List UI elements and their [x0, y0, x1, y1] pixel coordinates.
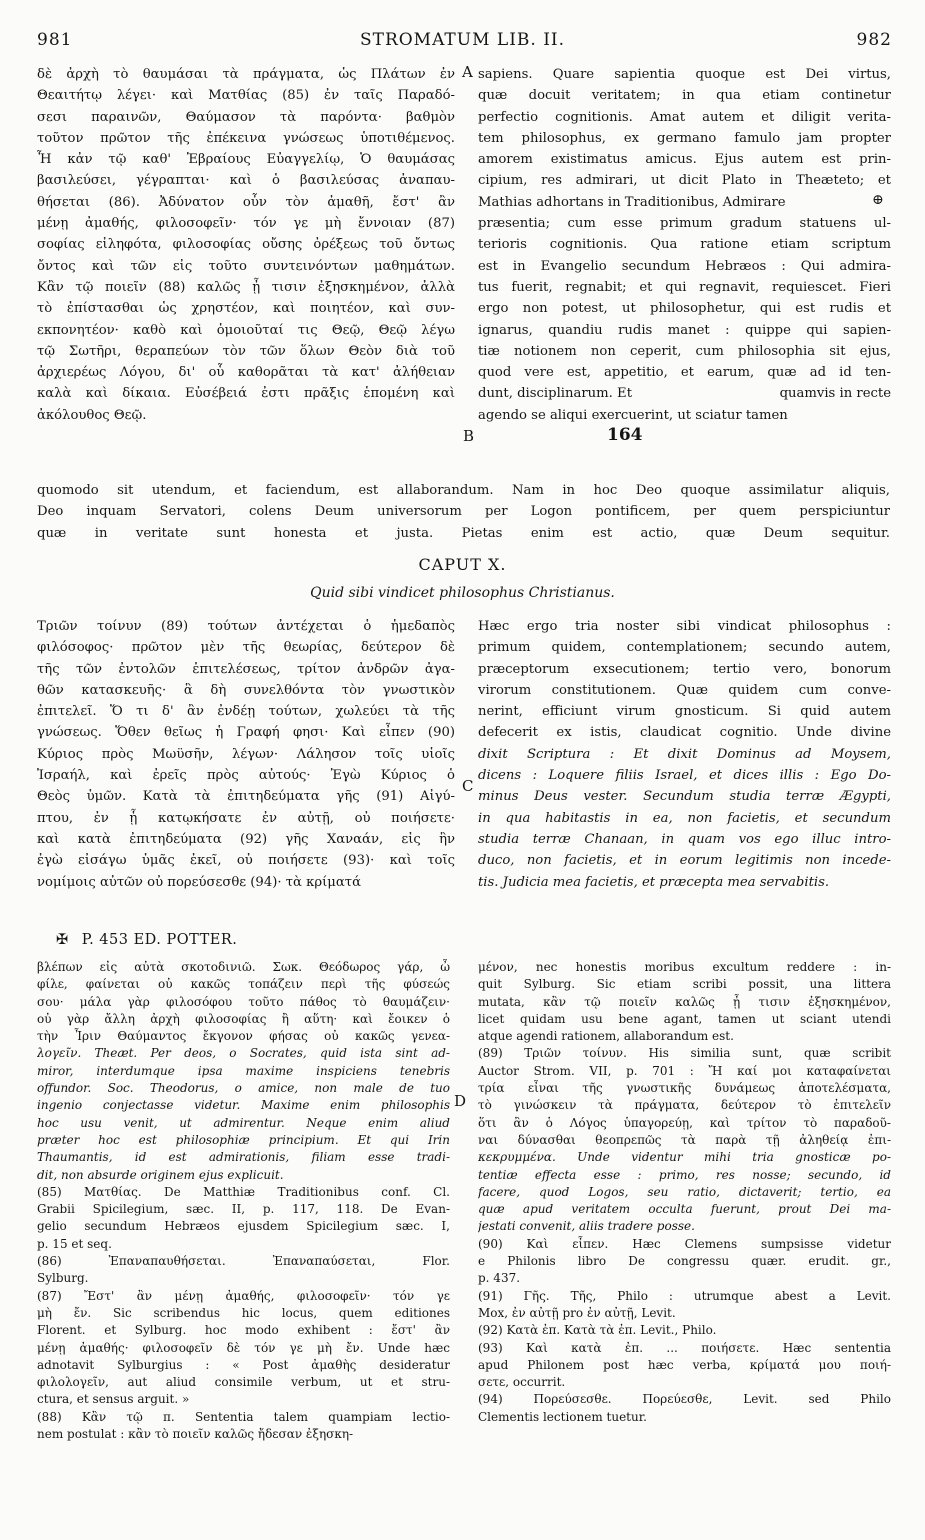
note-left-line: præter hoc est philosophiæ principium. Et qui Irin — [37, 1132, 450, 1147]
greek-top-line: ἀκόλουθος Θεῷ. — [37, 407, 147, 423]
greek-mid-line: Τριῶν τοίνυν (89) τούτων ἀντέχεται ὁ ἡμεδαπὸς — [37, 619, 455, 634]
latin-mid-line: duco, non facietis, et in eorum legitimis non incede- — [478, 853, 891, 869]
latin-top-line: ignarus, quandiu rudis manet : quippe qui sapien- — [478, 322, 891, 338]
greek-mid-line: ἐγὼ εἰσάγω ὑμᾶς ἐκεῖ, οὐ ποιήσετε (93)· καὶ τοῖς — [37, 853, 455, 869]
note-right-line: Clementis lectionem tuetur. — [478, 1409, 647, 1424]
latin-top-line: quæ docuit veritatem; in qua etiam continetur — [478, 88, 891, 104]
chapter-subtitle: Quid sibi vindicet philosophus Christianus. — [310, 585, 615, 601]
latin-top-line: tus fuerit, regnabit; et qui regnavit, requiescet. Fieri — [478, 279, 891, 295]
note-left-line: hoc usu venit, ut admirentur. Neque enim aliud — [37, 1115, 450, 1130]
margin-letter-c: C — [462, 777, 474, 795]
note-left-line: ctura, et sensus arguit. » — [37, 1392, 190, 1407]
greek-mid-line: Θεὸς ὑμῶν. Κατὰ τὰ ἐπιτηδεύματα γῆς (91) Αἰγύ- — [37, 789, 455, 805]
note-left-line: οὐ γὰρ ἄλλη ἀρχὴ φιλοσοφίας ἢ αὕτη· καὶ ἔοικεν ὁ — [37, 1011, 450, 1026]
note-left-line: miror, interdumque ipsa maxime inspiciens tenebris — [37, 1063, 450, 1078]
note-right-line: facere, quod Logos, seu ratio, dictaverit; tertio, ea — [478, 1184, 891, 1199]
greek-top-line: βασιλεύσει, γέγραπται· καὶ ὁ βασιλεύσας ἀναπαυ- — [37, 173, 455, 189]
latin-full-line: quæ in veritate sunt honesta et justa. Pietas enim est actio, quæ Deum sequitur. — [37, 525, 890, 541]
margin-letter-a: A — [462, 63, 473, 81]
note-left-line: βλέπων εἰς αὐτὰ σκοτοδινιῶ. Σωκ. Θεόδωρος γάρ, ὦ — [37, 960, 450, 974]
note-left-line: ingenio conjectasse videtur. Maxime enim philosophis — [37, 1098, 450, 1113]
latin-top-line-tail: quamvis in recte — [779, 386, 891, 402]
note-right-line: (94) Πορεύσεσθε. Πορεύεσθε, Levit. sed Philo — [478, 1392, 891, 1407]
note-right-line: quit Sylburg. Sic etiam scribi possit, una littera — [478, 977, 891, 992]
note-left-line: Grabii Spicilegium, sæc. II, p. 117, 118. De Evan- — [37, 1202, 450, 1217]
greek-top-line: σεσι παραινῶν, Θαύμασον τὰ παρόντα· βαθμὸν — [37, 109, 455, 125]
note-right-line: apud Philonem post hæc verba, κρίματά μου ποιή- — [478, 1357, 891, 1372]
greek-top-line: θήσεται (86). Ἀδύνατον οὖν τὸν ἀμαθῆ, ἔστ' ἂν — [37, 194, 455, 210]
note-right-line: ὅτι ἂν ὁ Λόγος ὑπαγορεύῃ, καὶ τρίτον τὸ παραδοῦ- — [478, 1115, 891, 1130]
latin-mid-line: minus Deus vester. Secundum studia terræ Ægypti, — [478, 789, 891, 805]
note-right-line: κεκρυμμένα. Unde videntur mihi tria gnosticæ po- — [478, 1150, 891, 1165]
latin-mid-line: dicens : Loquere filiis Israel, et dices illis : Ego Do- — [478, 768, 891, 784]
greek-top-line: ὄντος καὶ τῶν εἰς τοῦτο συντεινόντων μαθημάτων. — [37, 258, 455, 274]
latin-full-line: quomodo sit utendum, et faciendum, est allaborandum. Nam in hoc Deo quoque assimilatur aliquis, — [37, 483, 890, 498]
greek-mid-line: τῆς τῶν ἐντολῶν ἐπιτελέσεως, τρίτον ἀνδρῶν ἀγα- — [37, 661, 455, 677]
note-right-line: quæ apud veritatem occulta fuerunt, prout Dei ma- — [478, 1202, 891, 1217]
greek-top-line: τοῦτον πρῶτον τῆς ἐπέκεινα γνώσεως ὑποτιθέμενος. — [37, 130, 455, 146]
latin-top-line: præsentia; cum esse primum gradum statuens ul- — [478, 216, 891, 232]
greek-mid-line: πτου, ἐν ᾗ κατῳκήσατε ἐν αὐτῇ, οὐ ποιήσετε· — [37, 810, 455, 826]
footnotes-left-column — [37, 959, 450, 1443]
margin-letter-b: B — [463, 427, 475, 445]
greek-mid-line: θῶν κατασκευῆς· ἃ δὴ συνελθόντα τὸν γνωστικὸν — [37, 682, 455, 698]
latin-top-line: agendo se aliqui exercuerint, ut sciatur tamen — [478, 407, 788, 423]
greek-mid-line: γνώσεως. Ὅθεν θεῖως ἡ Γραφή φησι· Καὶ εἶπεν (90) — [37, 725, 455, 741]
note-left-line: λογεῖν. Theæt. Per deos, o Socrates, quid ista sint ad- — [37, 1046, 450, 1061]
latin-text-column-top — [478, 64, 891, 426]
note-right-line: jestati convenit, aliis tradere posse. — [478, 1219, 695, 1234]
note-left-line: μὴ ἔν. Sic scribendus hic locus, quem editiones — [37, 1305, 450, 1320]
greek-text-column-middle — [37, 616, 455, 893]
latin-top-line: Mathias adhortans in Traditionibus, Admirare — [478, 194, 786, 210]
note-left-line: dit, non absurde originem ejus explicuit. — [37, 1167, 284, 1182]
greek-top-line: εκπονητέον· καθὸ καὶ ὁμοιοῦταί τις Θεῷ, Θεῷ λέγω — [37, 322, 455, 338]
note-right-line: licet quidam usu bene agant, tamen ut sciant utendi — [478, 1011, 891, 1026]
latin-full-width-text — [37, 480, 890, 544]
greek-top-line: δὲ ἀρχὴ τὸ θαυμάσαι τὰ πράγματα, ὡς Πλάτων ἐν — [37, 67, 455, 82]
note-left-line: p. 15 et seq. — [37, 1236, 112, 1251]
latin-top-line: terioris cognitionis. Qua ratione etiam scriptum — [478, 237, 891, 253]
note-left-line: gelio secundum Hebræos ejusdem Spicilegium sæc. I, — [37, 1219, 450, 1234]
bracket-page-number: 164 — [607, 425, 643, 445]
greek-mid-line: Ἰσραήλ, καὶ ἐρεῖς πρὸς αὐτούς· Ἐγὼ Κύριος ὁ — [37, 768, 455, 784]
note-right-line: Auctor Strom. VII, p. 701 : Ἤ καί μοι καταφαίνεται — [478, 1063, 891, 1078]
note-left-line: φιλολογεῖν, aut aliud consimile verbum, ut et stru- — [37, 1375, 450, 1390]
footnotes-right-column — [478, 959, 891, 1426]
bracket-symbol: ⊕ — [872, 192, 884, 208]
latin-top-line: cipium, res admirari, ut dicit Plato in Theæteto; et — [478, 173, 891, 189]
note-right-line: (92) Κατὰ ἐπ. Κατὰ τὰ ἐπ. Levit., Philo. — [478, 1323, 717, 1338]
latin-top-line: quod vere est, appetitio, et earum, quæ ad id ten- — [478, 365, 891, 381]
margin-letter-d: D — [454, 1092, 467, 1110]
latin-top-line: tiæ notionem non ceperit, cum philosophia sit ejus, — [478, 343, 891, 359]
latin-mid-line: in qua habitastis in ea, non facietis, et secundum — [478, 810, 891, 826]
greek-top-line: Ἦ κἀν τῷ καθ' Ἑβραίους Εὐαγγελίῳ, Ὁ θαυμάσας — [37, 152, 455, 168]
latin-top-line: sapiens. Quare sapientia quoque est Dei virtus, — [478, 67, 891, 82]
latin-mid-line: tis. Judicia mea facietis, et præcepta mea servabitis. — [478, 874, 830, 890]
latin-top-line: tem philosophus, ex germano famulo jam propter — [478, 130, 891, 146]
note-left-line: Thaumantis, id est admirationis, filiam esse tradi- — [37, 1150, 450, 1165]
note-left-line: nem postulat : κἂν τὸ ποιεῖν καλῶς ἤδεσαν ἐξησκη- — [37, 1427, 354, 1442]
greek-top-line: ἀρχιερέως Λόγου, δι' οὗ καθορᾶται τὰ κατ' ἀλήθειαν — [37, 365, 455, 381]
note-left-line: μένῃ ἀμαθής· φιλοσοφεῖν δὲ τόν γε μὴ ἔν. Unde hæc — [37, 1340, 450, 1355]
latin-mid-line: dixit Scriptura : Et dixit Dominus ad Moysem, — [478, 746, 891, 762]
latin-top-line: perfectio cognitionis. Amat autem et diligit verita- — [478, 109, 891, 125]
potter-reference — [56, 932, 237, 948]
greek-top-line: τῷ Σωτῆρι, θεραπεύων τὸν τῶν ὅλων Θεὸν διὰ τοῦ — [37, 343, 455, 359]
greek-top-line: καλὰ καὶ δίκαια. Εὐσέβειά ἐστι πρᾶξις ἑπομένη καὶ — [37, 386, 455, 402]
latin-mid-line: nerint, efficiunt virum gnosticum. Si quid autem — [478, 704, 891, 720]
note-left-line: φίλε, φαίνεται οὐ κακῶς τοπάζειν περὶ τῆς φύσεώς — [37, 977, 450, 992]
note-right-line: ναι δύνασθαι θεοπρεπῶς τὰ παρὰ τῇ ἀληθείᾳ ἐπι- — [478, 1132, 891, 1147]
latin-top-line: est in Evangelio secundum Hebræos : Qui admira- — [478, 258, 891, 274]
chapter-heading: CAPUT X. — [418, 555, 507, 574]
note-right-line: (93) Καὶ κατὰ ἐπ. ... ποιήσετε. Hæc sententia — [478, 1340, 891, 1355]
note-left-line: (87) Ἔστ' ἂν μένῃ ἀμαθής, φιλοσοφεῖν· τόν γε — [37, 1288, 450, 1303]
greek-text-column-top — [37, 64, 455, 426]
greek-top-line: τὸ ἐπίστασθαι ὡς χρηστέον, καὶ ποιητέον, καὶ συν- — [37, 301, 455, 317]
note-left-line: Sylburg. — [37, 1271, 89, 1286]
latin-mid-line: Hæc ergo tria noster sibi vindicat philosophus : — [478, 619, 891, 634]
latin-mid-line: defecerit ex istis, claudicat cognitio. Unde divine — [478, 725, 891, 741]
note-left-line: (86) Ἐπαναπαυθήσεται. Ἐπαναπαύσεται, Flor. — [37, 1254, 450, 1269]
note-left-line: (85) Ματθίας. De Matthiæ Traditionibus conf. Cl. — [37, 1184, 450, 1199]
greek-top-line: Κἂν τῷ ποιεῖν (88) καλῶς ᾖ τισιν ἐξησκημένον, ἀλλὰ — [37, 279, 455, 295]
note-right-line: e Philonis libro De congressu quær. erudit. gr., — [478, 1254, 891, 1269]
note-left-line: adnotavit Sylburgius : « Post ἀμαθὴς desideratur — [37, 1357, 450, 1372]
greek-mid-line: φιλόσοφος· πρῶτον μὲν τῆς θεωρίας, δεύτερον δὲ — [37, 640, 455, 656]
running-title: STROMATUM LIB. II. — [359, 30, 566, 50]
note-left-line: τὴν Ἶριν Θαύμαντος ἔκγονον φήσας οὐ κακῶς γενεα- — [37, 1029, 450, 1044]
greek-top-line: μένῃ ἀμαθής, φιλοσοφεῖν· τόν γε μὴ ἔννοιαν (87) — [37, 216, 455, 232]
greek-mid-line: Κύριος πρὸς Μωϋσῆν, λέγων· Λάλησον τοῖς υἱοῖς — [37, 746, 455, 762]
greek-mid-line: καὶ κατὰ ἐπιτηδεύματα (92) γῆς Χαναάν, εἰς ἣν — [37, 831, 455, 847]
note-right-line: atque agendi rationem, allaborandum est. — [478, 1029, 734, 1044]
note-right-line: (89) Τριῶν τοίνυν. His similia sunt, quæ scribit — [478, 1046, 891, 1061]
note-left-line: Florent. et Sylburg. hoc modo exhibent : ἔστ' ἂν — [37, 1323, 450, 1338]
latin-mid-line: virorum constitutionem. Quæ quidem cum conve- — [478, 682, 891, 698]
greek-mid-line: ἐπιτελεῖ. Ὅ τι δ' ἂν ἐνδέῃ τούτων, χωλεύει τὰ τῆς — [37, 704, 455, 720]
note-left-line: offundor. Soc. Theodorus, o amice, non male de tuo — [37, 1081, 450, 1096]
note-right-line: mutata, κἂν τῷ ποιεῖν καλῶς ᾖ τισιν ἐξησκημένον, — [478, 994, 891, 1009]
latin-text-column-middle — [478, 616, 891, 893]
note-right-line: τὸ γινώσκειν τὰ πράγματα, δεύτερον τὸ ἐπιτελεῖν — [478, 1098, 891, 1113]
latin-top-line: dunt, disciplinarum. Et quamvis in recte — [478, 383, 891, 404]
note-right-line: (91) Γῆς. Τῆς, Philo : utrumque abest a Levit. — [478, 1288, 891, 1303]
note-right-line: τρία εἶναι τῆς γνωστικῆς δυνάμεως ἀποτελέσματα, — [478, 1081, 891, 1096]
latin-top-line: ergo non potest, ut philosophetur, qui est rudis et — [478, 301, 891, 317]
greek-top-line: Θεαιτήτῳ λέγει· καὶ Ματθίας (85) ἐν ταῖς Παραδό- — [37, 88, 455, 104]
latin-top-line: amorem existimatus amicus. Ejus autem est prin- — [478, 152, 891, 168]
page-number-left: 981 — [37, 30, 73, 50]
note-right-line: σετε, occurrit. — [478, 1375, 566, 1390]
greek-top-line: σοφίας εἰληφότα, φιλοσοφίας οὔσης ὀρέξεως τοῦ ὄντως — [37, 237, 455, 253]
note-right-line: p. 437. — [478, 1271, 521, 1286]
note-right-line: tentiæ effecta esse : primo, res nosse; secundo, id — [478, 1167, 891, 1182]
latin-mid-line: studia terræ Chanaan, in quam vos ego illuc intro- — [478, 831, 891, 847]
potter-reference-text: P. 453 ED. POTTER. — [81, 932, 238, 948]
cross-icon: ✠ — [56, 932, 69, 948]
note-left-line: σου· μάλα γὰρ φιλοσόφου τοῦτο πάθος τὸ θαυμάζειν· — [37, 994, 450, 1009]
page-number-right: 982 — [856, 30, 892, 50]
latin-mid-line: præceptorum exsecutionem; tertio vero, bonorum — [478, 661, 891, 677]
note-right-line: μένον, nec honestis moribus excultum reddere : in- — [478, 960, 891, 974]
latin-full-line: Deo inquam Servatori, colens Deum universorum per Logon pontificem, per quem perspiciuntur — [37, 504, 890, 520]
note-right-line: Mox, ἐν αὐτῇ pro ἐν αὐτῇ, Levit. — [478, 1305, 676, 1320]
note-left-line: (88) Κἂν τῷ π. Sententia talem quampiam lectio- — [37, 1409, 450, 1424]
note-right-line: (90) Καὶ εἶπεν. Hæc Clemens sumpsisse videtur — [478, 1236, 891, 1251]
latin-mid-line: primum quidem, contemplationem; secundo autem, — [478, 640, 891, 656]
greek-mid-line: νομίμοις αὐτῶν οὐ πορεύσεσθε (94)· τὰ κρίματά — [37, 874, 361, 890]
